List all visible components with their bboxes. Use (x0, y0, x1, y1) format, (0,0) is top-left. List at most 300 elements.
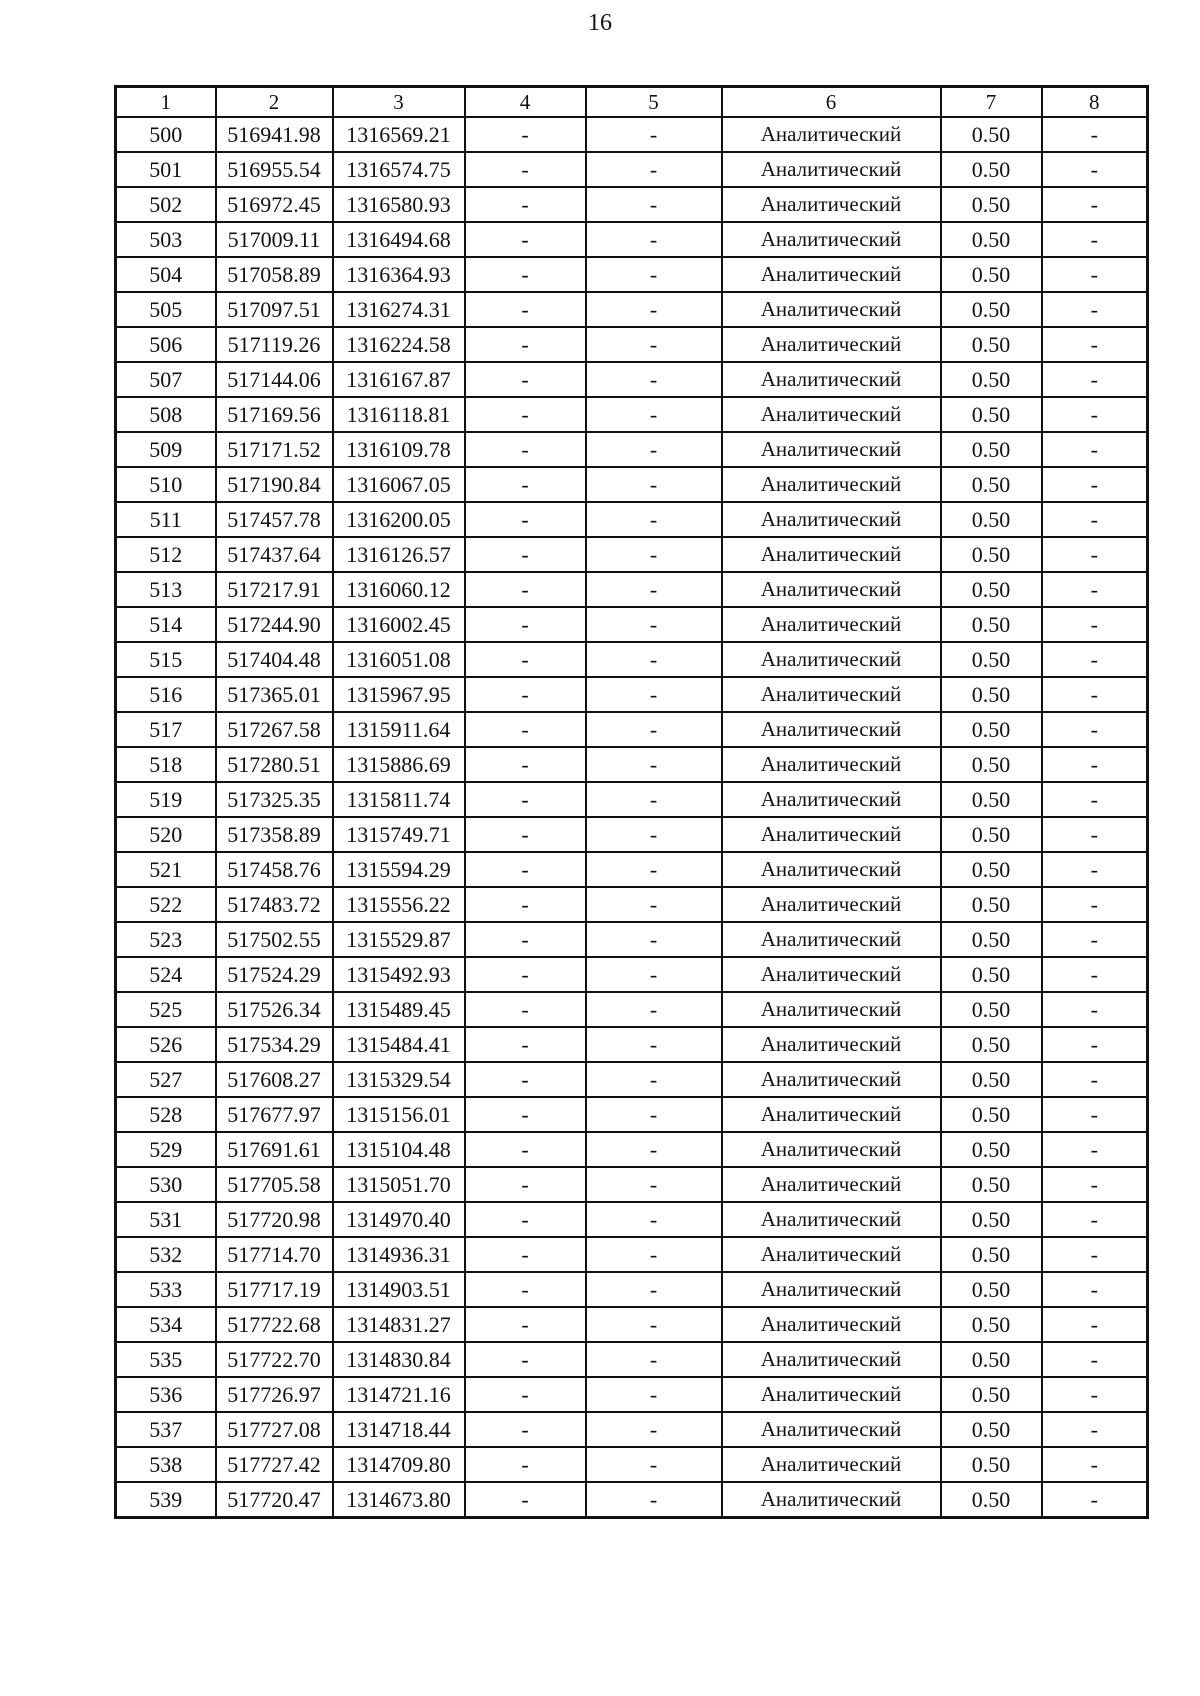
column-8-cell: - (1042, 432, 1148, 467)
method-cell: Аналитический (722, 257, 941, 292)
x-coordinate-cell: 517365.01 (216, 677, 333, 712)
x-coordinate-cell: 517009.11 (216, 222, 333, 257)
column-header: 7 (941, 87, 1042, 118)
x-coordinate-cell: 517714.70 (216, 1237, 333, 1272)
accuracy-cell: 0.50 (941, 957, 1042, 992)
method-cell: Аналитический (722, 852, 941, 887)
column-5-cell: - (586, 1132, 722, 1167)
point-number-cell: 538 (116, 1447, 216, 1482)
column-4-cell: - (465, 1062, 586, 1097)
y-coordinate-cell: 1316569.21 (333, 117, 465, 152)
column-4-cell: - (465, 117, 586, 152)
table-row (116, 747, 1148, 782)
accuracy-cell: 0.50 (941, 1167, 1042, 1202)
method-cell: Аналитический (722, 1342, 941, 1377)
accuracy-cell: 0.50 (941, 187, 1042, 222)
column-4-cell: - (465, 467, 586, 502)
point-number-cell: 507 (116, 362, 216, 397)
column-8-cell: - (1042, 1167, 1148, 1202)
column-8-cell: - (1042, 817, 1148, 852)
column-4-cell: - (465, 1202, 586, 1237)
y-coordinate-cell: 1316274.31 (333, 292, 465, 327)
method-cell: Аналитический (722, 677, 941, 712)
column-5-cell: - (586, 887, 722, 922)
column-4-cell: - (465, 1377, 586, 1412)
method-cell: Аналитический (722, 1167, 941, 1202)
method-cell: Аналитический (722, 642, 941, 677)
table-row (116, 1097, 1148, 1132)
column-5-cell: - (586, 1062, 722, 1097)
table-row (116, 817, 1148, 852)
column-8-cell: - (1042, 1342, 1148, 1377)
column-5-cell: - (586, 1202, 722, 1237)
accuracy-cell: 0.50 (941, 1377, 1042, 1412)
column-5-cell: - (586, 817, 722, 852)
table-row (116, 607, 1148, 642)
point-number-cell: 501 (116, 152, 216, 187)
column-5-cell: - (586, 1027, 722, 1062)
column-header: 1 (116, 87, 216, 118)
y-coordinate-cell: 1316060.12 (333, 572, 465, 607)
method-cell: Аналитический (722, 922, 941, 957)
y-coordinate-cell: 1316002.45 (333, 607, 465, 642)
page-number: 16 (588, 10, 612, 36)
y-coordinate-cell: 1315811.74 (333, 782, 465, 817)
column-5-cell: - (586, 397, 722, 432)
table-row (116, 257, 1148, 292)
point-number-cell: 528 (116, 1097, 216, 1132)
column-4-cell: - (465, 1167, 586, 1202)
column-4-cell: - (465, 1237, 586, 1272)
column-8-cell: - (1042, 922, 1148, 957)
column-header: 5 (586, 87, 722, 118)
y-coordinate-cell: 1315967.95 (333, 677, 465, 712)
method-cell: Аналитический (722, 1482, 941, 1518)
method-cell: Аналитический (722, 537, 941, 572)
method-cell: Аналитический (722, 712, 941, 747)
accuracy-cell: 0.50 (941, 222, 1042, 257)
y-coordinate-cell: 1314830.84 (333, 1342, 465, 1377)
accuracy-cell: 0.50 (941, 1412, 1042, 1447)
x-coordinate-cell: 517726.97 (216, 1377, 333, 1412)
accuracy-cell: 0.50 (941, 1027, 1042, 1062)
method-cell: Аналитический (722, 187, 941, 222)
point-number-cell: 511 (116, 502, 216, 537)
y-coordinate-cell: 1316224.58 (333, 327, 465, 362)
x-coordinate-cell: 517524.29 (216, 957, 333, 992)
column-5-cell: - (586, 187, 722, 222)
column-4-cell: - (465, 712, 586, 747)
x-coordinate-cell: 516941.98 (216, 117, 333, 152)
method-cell: Аналитический (722, 432, 941, 467)
column-5-cell: - (586, 642, 722, 677)
point-number-cell: 508 (116, 397, 216, 432)
y-coordinate-cell: 1316580.93 (333, 187, 465, 222)
column-4-cell: - (465, 362, 586, 397)
point-number-cell: 517 (116, 712, 216, 747)
y-coordinate-cell: 1316109.78 (333, 432, 465, 467)
point-number-cell: 512 (116, 537, 216, 572)
point-number-cell: 537 (116, 1412, 216, 1447)
table-body (116, 117, 1148, 1518)
column-5-cell: - (586, 292, 722, 327)
y-coordinate-cell: 1315104.48 (333, 1132, 465, 1167)
column-8-cell: - (1042, 747, 1148, 782)
accuracy-cell: 0.50 (941, 117, 1042, 152)
column-4-cell: - (465, 1027, 586, 1062)
point-number-cell: 534 (116, 1307, 216, 1342)
column-8-cell: - (1042, 852, 1148, 887)
column-8-cell: - (1042, 292, 1148, 327)
accuracy-cell: 0.50 (941, 1447, 1042, 1482)
x-coordinate-cell: 516955.54 (216, 152, 333, 187)
method-cell: Аналитический (722, 1132, 941, 1167)
column-5-cell: - (586, 432, 722, 467)
y-coordinate-cell: 1316494.68 (333, 222, 465, 257)
accuracy-cell: 0.50 (941, 922, 1042, 957)
column-4-cell: - (465, 642, 586, 677)
column-header: 3 (333, 87, 465, 118)
x-coordinate-cell: 517169.56 (216, 397, 333, 432)
column-4-cell: - (465, 222, 586, 257)
accuracy-cell: 0.50 (941, 1482, 1042, 1518)
method-cell: Аналитический (722, 1097, 941, 1132)
method-cell: Аналитический (722, 467, 941, 502)
point-number-cell: 504 (116, 257, 216, 292)
column-5-cell: - (586, 712, 722, 747)
table-row (116, 292, 1148, 327)
column-4-cell: - (465, 1132, 586, 1167)
method-cell: Аналитический (722, 607, 941, 642)
y-coordinate-cell: 1314831.27 (333, 1307, 465, 1342)
column-5-cell: - (586, 607, 722, 642)
accuracy-cell: 0.50 (941, 292, 1042, 327)
x-coordinate-cell: 517171.52 (216, 432, 333, 467)
point-number-cell: 510 (116, 467, 216, 502)
point-number-cell: 539 (116, 1482, 216, 1518)
column-8-cell: - (1042, 1447, 1148, 1482)
column-5-cell: - (586, 1412, 722, 1447)
column-5-cell: - (586, 257, 722, 292)
method-cell: Аналитический (722, 1412, 941, 1447)
x-coordinate-cell: 517458.76 (216, 852, 333, 887)
method-cell: Аналитический (722, 327, 941, 362)
method-cell: Аналитический (722, 292, 941, 327)
y-coordinate-cell: 1316118.81 (333, 397, 465, 432)
column-8-cell: - (1042, 1482, 1148, 1518)
accuracy-cell: 0.50 (941, 887, 1042, 922)
column-8-cell: - (1042, 887, 1148, 922)
table-header-row (116, 87, 1148, 118)
y-coordinate-cell: 1315594.29 (333, 852, 465, 887)
method-cell: Аналитический (722, 362, 941, 397)
accuracy-cell: 0.50 (941, 397, 1042, 432)
x-coordinate-cell: 517058.89 (216, 257, 333, 292)
column-5-cell: - (586, 1342, 722, 1377)
accuracy-cell: 0.50 (941, 257, 1042, 292)
column-8-cell: - (1042, 1062, 1148, 1097)
table-row (116, 1202, 1148, 1237)
x-coordinate-cell: 517534.29 (216, 1027, 333, 1062)
method-cell: Аналитический (722, 887, 941, 922)
accuracy-cell: 0.50 (941, 327, 1042, 362)
table-row (116, 1307, 1148, 1342)
y-coordinate-cell: 1315911.64 (333, 712, 465, 747)
table-row (116, 887, 1148, 922)
table-row (116, 1132, 1148, 1167)
y-coordinate-cell: 1316167.87 (333, 362, 465, 397)
column-5-cell: - (586, 1272, 722, 1307)
y-coordinate-cell: 1315492.93 (333, 957, 465, 992)
column-5-cell: - (586, 957, 722, 992)
point-number-cell: 525 (116, 992, 216, 1027)
point-number-cell: 500 (116, 117, 216, 152)
column-4-cell: - (465, 397, 586, 432)
table-row (116, 222, 1148, 257)
x-coordinate-cell: 517502.55 (216, 922, 333, 957)
table-row (116, 117, 1148, 152)
column-8-cell: - (1042, 1027, 1148, 1062)
column-5-cell: - (586, 852, 722, 887)
x-coordinate-cell: 517358.89 (216, 817, 333, 852)
accuracy-cell: 0.50 (941, 1132, 1042, 1167)
table-row (116, 397, 1148, 432)
method-cell: Аналитический (722, 502, 941, 537)
accuracy-cell: 0.50 (941, 607, 1042, 642)
accuracy-cell: 0.50 (941, 712, 1042, 747)
column-8-cell: - (1042, 117, 1148, 152)
column-5-cell: - (586, 1377, 722, 1412)
x-coordinate-cell: 517119.26 (216, 327, 333, 362)
y-coordinate-cell: 1316051.08 (333, 642, 465, 677)
accuracy-cell: 0.50 (941, 1097, 1042, 1132)
y-coordinate-cell: 1315749.71 (333, 817, 465, 852)
column-4-cell: - (465, 607, 586, 642)
table-row (116, 187, 1148, 222)
column-4-cell: - (465, 327, 586, 362)
column-5-cell: - (586, 922, 722, 957)
table-row (116, 1027, 1148, 1062)
column-8-cell: - (1042, 992, 1148, 1027)
x-coordinate-cell: 517720.47 (216, 1482, 333, 1518)
column-8-cell: - (1042, 1377, 1148, 1412)
y-coordinate-cell: 1315051.70 (333, 1167, 465, 1202)
x-coordinate-cell: 517705.58 (216, 1167, 333, 1202)
accuracy-cell: 0.50 (941, 1272, 1042, 1307)
table-row (116, 642, 1148, 677)
accuracy-cell: 0.50 (941, 817, 1042, 852)
accuracy-cell: 0.50 (941, 502, 1042, 537)
x-coordinate-cell: 517437.64 (216, 537, 333, 572)
x-coordinate-cell: 517720.98 (216, 1202, 333, 1237)
table-row (116, 502, 1148, 537)
column-5-cell: - (586, 152, 722, 187)
point-number-cell: 518 (116, 747, 216, 782)
x-coordinate-cell: 517280.51 (216, 747, 333, 782)
table-row (116, 537, 1148, 572)
table-row (116, 922, 1148, 957)
table-row (116, 362, 1148, 397)
point-number-cell: 503 (116, 222, 216, 257)
accuracy-cell: 0.50 (941, 1062, 1042, 1097)
x-coordinate-cell: 517717.19 (216, 1272, 333, 1307)
x-coordinate-cell: 517404.48 (216, 642, 333, 677)
point-number-cell: 523 (116, 922, 216, 957)
point-number-cell: 531 (116, 1202, 216, 1237)
method-cell: Аналитический (722, 1377, 941, 1412)
method-cell: Аналитический (722, 782, 941, 817)
column-header: 4 (465, 87, 586, 118)
method-cell: Аналитический (722, 817, 941, 852)
column-4-cell: - (465, 747, 586, 782)
column-5-cell: - (586, 1307, 722, 1342)
point-number-cell: 522 (116, 887, 216, 922)
x-coordinate-cell: 517244.90 (216, 607, 333, 642)
point-number-cell: 506 (116, 327, 216, 362)
y-coordinate-cell: 1314936.31 (333, 1237, 465, 1272)
x-coordinate-cell: 517325.35 (216, 782, 333, 817)
point-number-cell: 526 (116, 1027, 216, 1062)
accuracy-cell: 0.50 (941, 467, 1042, 502)
method-cell: Аналитический (722, 222, 941, 257)
y-coordinate-cell: 1316574.75 (333, 152, 465, 187)
table-row (116, 957, 1148, 992)
accuracy-cell: 0.50 (941, 1307, 1042, 1342)
column-8-cell: - (1042, 152, 1148, 187)
column-5-cell: - (586, 537, 722, 572)
point-number-cell: 535 (116, 1342, 216, 1377)
column-4-cell: - (465, 1412, 586, 1447)
x-coordinate-cell: 517483.72 (216, 887, 333, 922)
table-row (116, 712, 1148, 747)
column-8-cell: - (1042, 187, 1148, 222)
column-8-cell: - (1042, 1307, 1148, 1342)
table-row (116, 1272, 1148, 1307)
y-coordinate-cell: 1316067.05 (333, 467, 465, 502)
column-5-cell: - (586, 572, 722, 607)
column-8-cell: - (1042, 1237, 1148, 1272)
accuracy-cell: 0.50 (941, 537, 1042, 572)
table-row (116, 852, 1148, 887)
column-5-cell: - (586, 502, 722, 537)
point-number-cell: 530 (116, 1167, 216, 1202)
y-coordinate-cell: 1314718.44 (333, 1412, 465, 1447)
point-number-cell: 521 (116, 852, 216, 887)
column-8-cell: - (1042, 957, 1148, 992)
column-4-cell: - (465, 257, 586, 292)
column-header: 8 (1042, 87, 1148, 118)
table-row (116, 1237, 1148, 1272)
method-cell: Аналитический (722, 1202, 941, 1237)
x-coordinate-cell: 517267.58 (216, 712, 333, 747)
table-row (116, 467, 1148, 502)
point-number-cell: 509 (116, 432, 216, 467)
point-number-cell: 536 (116, 1377, 216, 1412)
column-4-cell: - (465, 887, 586, 922)
accuracy-cell: 0.50 (941, 747, 1042, 782)
column-5-cell: - (586, 782, 722, 817)
accuracy-cell: 0.50 (941, 1237, 1042, 1272)
column-5-cell: - (586, 117, 722, 152)
y-coordinate-cell: 1315529.87 (333, 922, 465, 957)
table-row (116, 992, 1148, 1027)
x-coordinate-cell: 517677.97 (216, 1097, 333, 1132)
column-5-cell: - (586, 467, 722, 502)
column-5-cell: - (586, 1447, 722, 1482)
accuracy-cell: 0.50 (941, 432, 1042, 467)
table-row (116, 572, 1148, 607)
column-5-cell: - (586, 677, 722, 712)
y-coordinate-cell: 1316364.93 (333, 257, 465, 292)
method-cell: Аналитический (722, 1237, 941, 1272)
accuracy-cell: 0.50 (941, 362, 1042, 397)
x-coordinate-cell: 517727.42 (216, 1447, 333, 1482)
column-8-cell: - (1042, 362, 1148, 397)
point-number-cell: 513 (116, 572, 216, 607)
y-coordinate-cell: 1314721.16 (333, 1377, 465, 1412)
column-8-cell: - (1042, 1412, 1148, 1447)
column-8-cell: - (1042, 677, 1148, 712)
x-coordinate-cell: 517097.51 (216, 292, 333, 327)
x-coordinate-cell: 517727.08 (216, 1412, 333, 1447)
table-row (116, 1447, 1148, 1482)
method-cell: Аналитический (722, 1062, 941, 1097)
column-8-cell: - (1042, 1272, 1148, 1307)
y-coordinate-cell: 1314903.51 (333, 1272, 465, 1307)
point-number-cell: 514 (116, 607, 216, 642)
column-4-cell: - (465, 1342, 586, 1377)
y-coordinate-cell: 1315156.01 (333, 1097, 465, 1132)
column-8-cell: - (1042, 572, 1148, 607)
table-row (116, 782, 1148, 817)
column-4-cell: - (465, 1447, 586, 1482)
x-coordinate-cell: 517608.27 (216, 1062, 333, 1097)
method-cell: Аналитический (722, 957, 941, 992)
method-cell: Аналитический (722, 1307, 941, 1342)
table-row (116, 1482, 1148, 1518)
column-header: 2 (216, 87, 333, 118)
column-4-cell: - (465, 817, 586, 852)
method-cell: Аналитический (722, 572, 941, 607)
column-5-cell: - (586, 747, 722, 782)
column-4-cell: - (465, 782, 586, 817)
x-coordinate-cell: 516972.45 (216, 187, 333, 222)
y-coordinate-cell: 1316200.05 (333, 502, 465, 537)
column-4-cell: - (465, 572, 586, 607)
column-8-cell: - (1042, 327, 1148, 362)
point-number-cell: 502 (116, 187, 216, 222)
x-coordinate-cell: 517722.70 (216, 1342, 333, 1377)
column-4-cell: - (465, 1272, 586, 1307)
accuracy-cell: 0.50 (941, 782, 1042, 817)
column-8-cell: - (1042, 1202, 1148, 1237)
point-number-cell: 532 (116, 1237, 216, 1272)
accuracy-cell: 0.50 (941, 852, 1042, 887)
column-4-cell: - (465, 677, 586, 712)
method-cell: Аналитический (722, 397, 941, 432)
column-8-cell: - (1042, 1132, 1148, 1167)
column-8-cell: - (1042, 537, 1148, 572)
x-coordinate-cell: 517691.61 (216, 1132, 333, 1167)
table-row (116, 152, 1148, 187)
table-row (116, 677, 1148, 712)
x-coordinate-cell: 517217.91 (216, 572, 333, 607)
accuracy-cell: 0.50 (941, 992, 1042, 1027)
column-8-cell: - (1042, 222, 1148, 257)
column-8-cell: - (1042, 397, 1148, 432)
column-8-cell: - (1042, 782, 1148, 817)
table-row (116, 1062, 1148, 1097)
